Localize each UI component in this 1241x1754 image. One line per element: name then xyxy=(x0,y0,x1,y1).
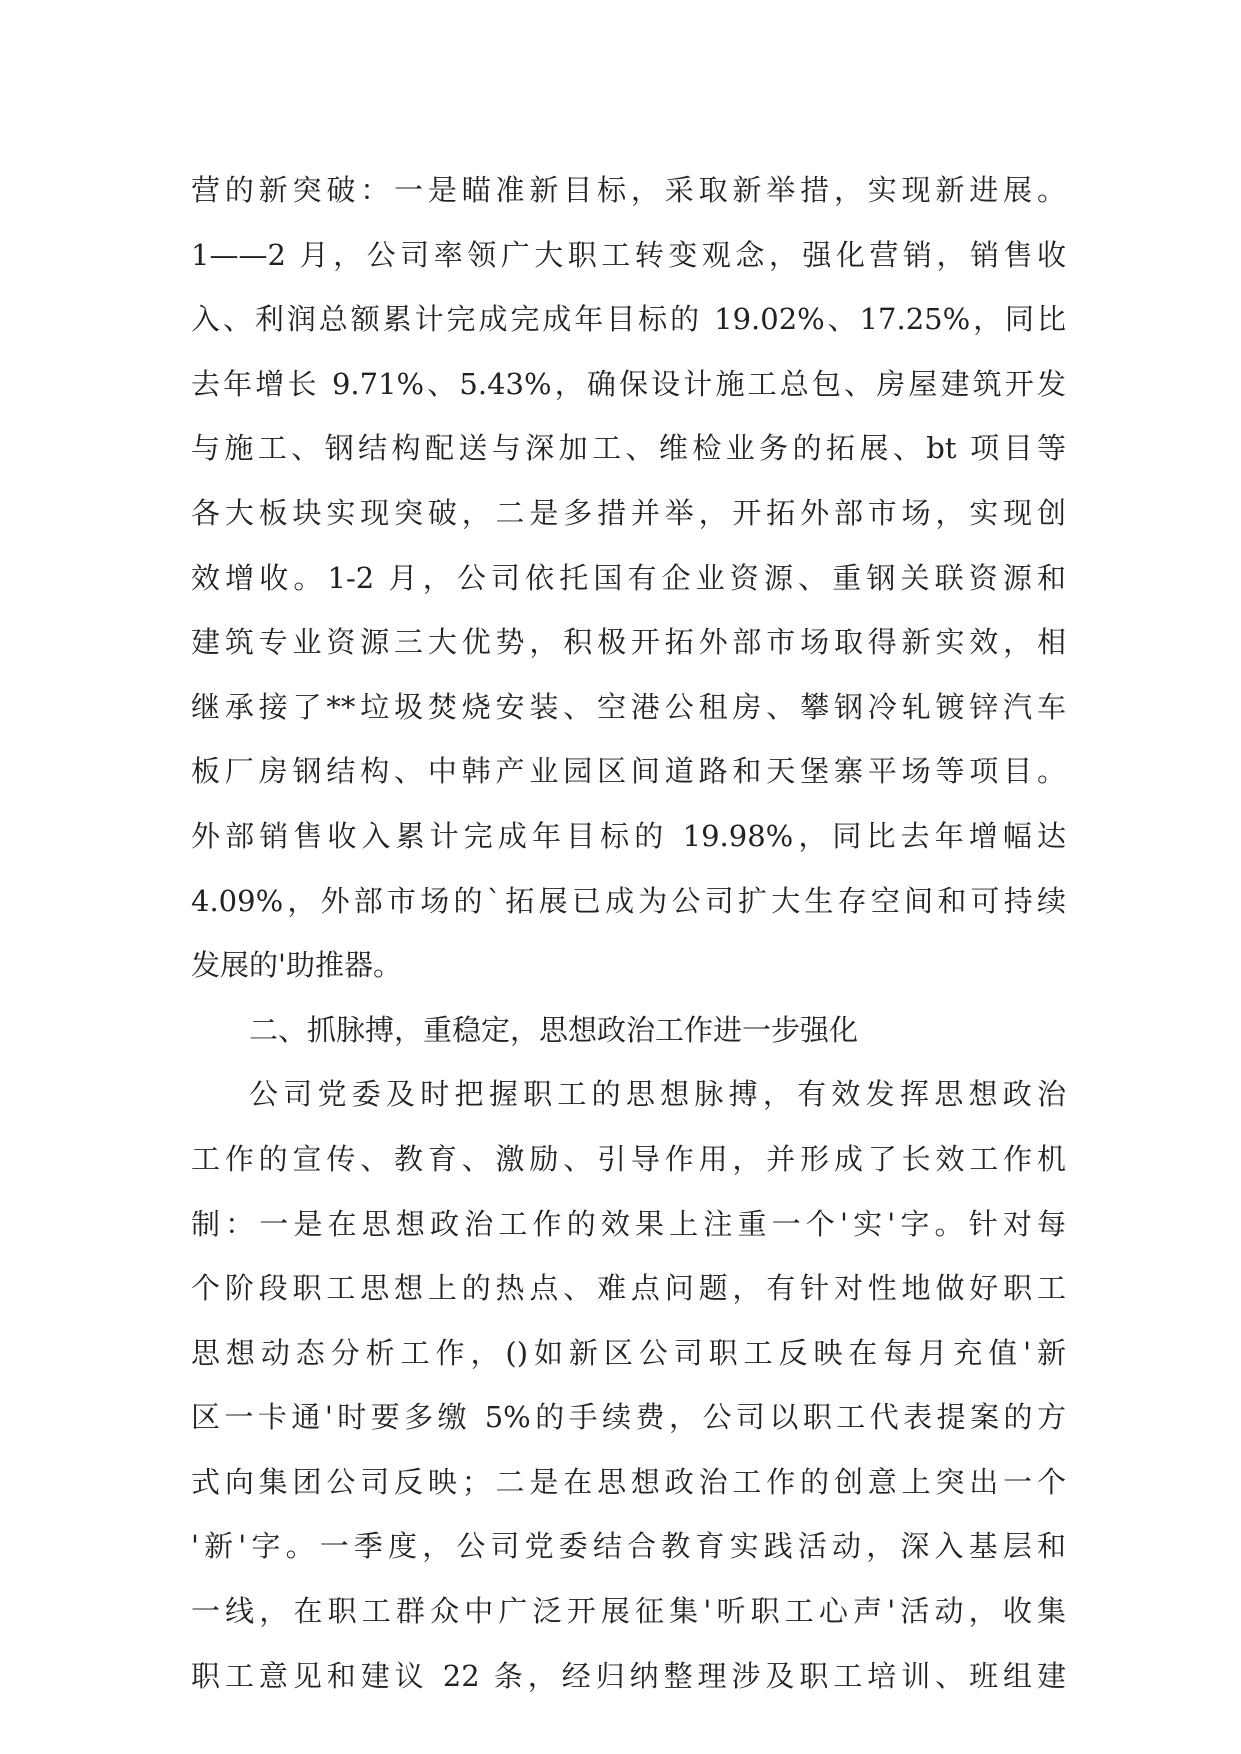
text-line: 职工意见和建议 22 条，经归纳整理涉及职工培训、班组建 xyxy=(191,1658,1066,1693)
text-line: 营的新突破：一是瞄准新目标，采取新举措，实现新进展。 xyxy=(191,173,1066,207)
text-line: 入、利润总额累计完成完成年目标的 19.02%、17.25%，同比 xyxy=(191,302,1066,337)
text-line: '新'字。一季度，公司党委结合教育实践活动，深入基层和 xyxy=(191,1529,1066,1564)
section-heading: 二、抓脉搏，重稳定，思想政治工作进一步强化 xyxy=(249,1012,859,1047)
text-line: 个阶段职工思想上的热点、难点问题，有针对性地做好职工 xyxy=(191,1271,1066,1306)
text-line: 发展的'助推器。 xyxy=(191,948,402,983)
text-line: 公司党委及时把握职工的思想脉搏，有效发挥思想政治 xyxy=(249,1077,1066,1112)
text-line: 各大板块实现突破，二是多措并举，开拓外部市场，实现创 xyxy=(191,495,1066,530)
text-line: 板厂房钢结构、中韩产业园区间道路和天堡寨平场等项目。 xyxy=(191,754,1066,789)
document-body xyxy=(191,158,1066,1708)
text-line: 工作的宣传、教育、激励、引导作用，并形成了长效工作机 xyxy=(191,1141,1066,1176)
text-line: 式向集团公司反映；二是在思想政治工作的创意上突出一个 xyxy=(191,1464,1066,1499)
text-line: 外部销售收入累计完成年目标的 19.98%，同比去年增幅达 xyxy=(191,818,1066,853)
text-line: 效增收。1-2 月，公司依托国有企业资源、重钢关联资源和 xyxy=(191,560,1066,595)
text-line: 4.09%，外部市场的`拓展已成为公司扩大生存空间和可持续 xyxy=(191,883,1066,918)
text-line: 与施工、钢结构配送与深加工、维检业务的拓展、bt 项目等 xyxy=(191,431,1066,466)
text-line: 1——2 月，公司率领广大职工转变观念，强化营销，销售收 xyxy=(191,237,1066,272)
text-line: 去年增长 9.71%、5.43%，确保设计施工总包、房屋建筑开发 xyxy=(191,366,1066,401)
text-line: 思想动态分析工作，()如新区公司职工反映在每月充值'新 xyxy=(191,1335,1066,1370)
text-line: 区一卡通'时要多缴 5%的手续费，公司以职工代表提案的方 xyxy=(191,1400,1066,1435)
text-line: 制：一是在思想政治工作的效果上注重一个'实'字。针对每 xyxy=(191,1206,1066,1241)
text-line: 继承接了**垃圾焚烧安装、空港公租房、攀钢冷轧镀锌汽车 xyxy=(191,689,1066,724)
text-line: 一线，在职工群众中广泛开展征集'听职工心声'活动，收集 xyxy=(191,1594,1066,1629)
text-line: 建筑专业资源三大优势，积极开拓外部市场取得新实效，相 xyxy=(191,625,1066,660)
